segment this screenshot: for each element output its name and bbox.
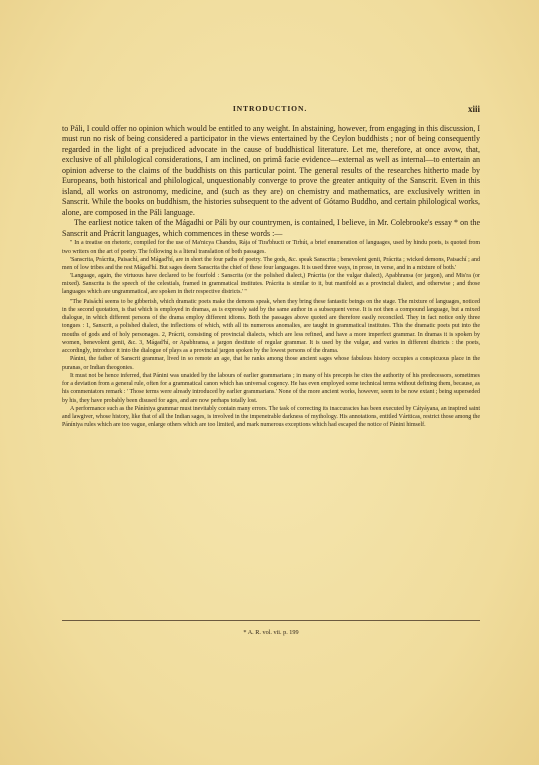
footnote-area: [62, 616, 480, 636]
quote-paragraph: " In a treatise on rhetoric, compiled for the use of Ma'nicya Chandra, Rája of Tira'bhucti or Tirhút, a brief enumeration of languages, used by hindu poets, is quoted from two writers on the art of poetry. The following is a literal translation of both passages.: [62, 240, 480, 255]
quote-paragraph: 'Sanscrita, Prácrita, Paisachí, and Mágad'hí, are in short the four paths of poetry. The gods, &c. speak Sanscrita ; benevolent genii, Prácrita ; wicked demons, Paisachí ; and men of low tribes and the rest Mágad'hí. But sages deem Sanscrita the chief of these four languages. It is used three ways, in prose, in verse, and in a mixture of both.': [62, 256, 480, 271]
main-text: [62, 124, 480, 239]
quoted-essay-text: [62, 298, 480, 430]
paragraph-2: The earliest notice taken of the Mágadhi or Páli by our countrymen, is contained, I believe, in Mr. Colebrooke's essay * on the Sanscrit and Prácrit languages, which commences in these words :—: [62, 218, 480, 238]
note-paragraph: Pánini, the father of Sanscrit grammar, lived in so remote an age, that he ranks among those ancient sages whose fabulous history occupies a conspicuous place in the puranas, or Indian theogonies.: [62, 356, 480, 371]
page-header: [60, 104, 480, 118]
note-paragraph: It must not be hence inferred, that Pánini was unaided by the labours of earlier grammarians ; in many of his precepts he cites the authority of his predecessors, sometimes for a deviation from a general rule, often for a grammatical canon which has universal cogency. He has even employed some technical terms without defining them, because, as his commentators remark : ' Those terms were already introduced by earlier grammarians.' None of the more ancient works, however, seem to be now extant ; being superseded by his, they have probably been disused for ages, and are now perhaps totally lost.: [62, 372, 480, 404]
note-paragraph: "The Paisáchí seems to be gibberish, which dramatic poets make the demons speak, when they bring these fantastic beings on the stage. The mixture of languages, noticed in the second quotation, is that which is employed in dramas, as is expressly said by the same author in a subsequent verse. It is not then a compound language, but a mixed dialogue, in which different persons of the drama employ different idioms. Both the passages above quoted are therefore easily reconciled. They in fact notice only three tongues : 1, Sanscrit, a polished dialect, the inflections of which, with all its numerous anomalies, are taught in grammatical institutes. This the dramatic poets put into the mouths of gods and of holy personages. 2, Prácrit, consisting of provincial dialects, which are less refined, and have a more imperfect grammar. In dramas it is spoken by women, benevolent genii, &c. 3, Mágad'hí, or Apabhransa, a jargon destitute of regular grammar. It is used by the vulgar, and varies in different districts : the poets, accordingly, introduce it into the dialogue of plays as a provincial jargon spoken by the lowest persons of the drama.: [62, 298, 480, 355]
paragraph-1: to Páli, I could offer no opinion which would be entitled to any weight. In abstaining, however, from engaging in this discussion, I must run no risk of being considered a participator in the views entertained by the Ceylon buddhists ; nor of being consequently regarded in the light of a prejudiced advocate in the cause of buddhistical literature. Let me, therefore, at once avow, that, exclusive of all philological considerations, I am inclined, on primâ facie evidence—external as well as internal—to entertain an opinion adverse to the claims of the buddhists on this particular point. The general results of the researches hitherto made by Europeans, both historical and philological, unquestionably converge to prove the greater antiquity of the Sanscrit. Even in this island, all works on astronomy, medicine, and (such as they are) on chemistry and mathematics, are exclusively written in Sanscrit. While the books on buddhism, the histories subsequent to the advent of Gótamo Buddho, and certain philological works, alone, are composed in the Páli language.: [62, 124, 480, 217]
page-number: xiii: [467, 104, 480, 114]
running-head: INTRODUCTION.: [232, 104, 308, 113]
footnote-rule: [62, 616, 480, 628]
page-body: [62, 124, 480, 430]
block-quote: [62, 239, 480, 296]
note-paragraph: A performance such as the Páníniya grammar must inevitably contain many errors. The task of correcting its inaccuracies has been executed by Cátyáyana, an inspired saint and lawgiver, whose history, like that of all the Indian sages, is involved in the impenetrable darkness of mythology. His annotations, entitled Vártticas, restrict those among the Páníniya rules which are too vague, enlarge others which are too limited, and mark numerous exceptions which had escaped the notice of Pánini himself.: [62, 405, 480, 429]
footnote-text: * A. R. vol. vii. p. 199: [243, 629, 299, 636]
quote-paragraph: 'Language, again, the virtuous have declared to be fourfold : Sanscrita (or the polished dialect,) Prácrita (or the vulgar dialect), Apabhransa (or jargon), and Mis'ra (or mixed). Sanscrita is the speech of the celestials, framed in grammatical institutes. Prácrita is similar to it, but manifold as a provincial dialect, and otherwise ; and those languages which are ungrammatical, are spoken in their respective districts.' ": [62, 273, 480, 296]
